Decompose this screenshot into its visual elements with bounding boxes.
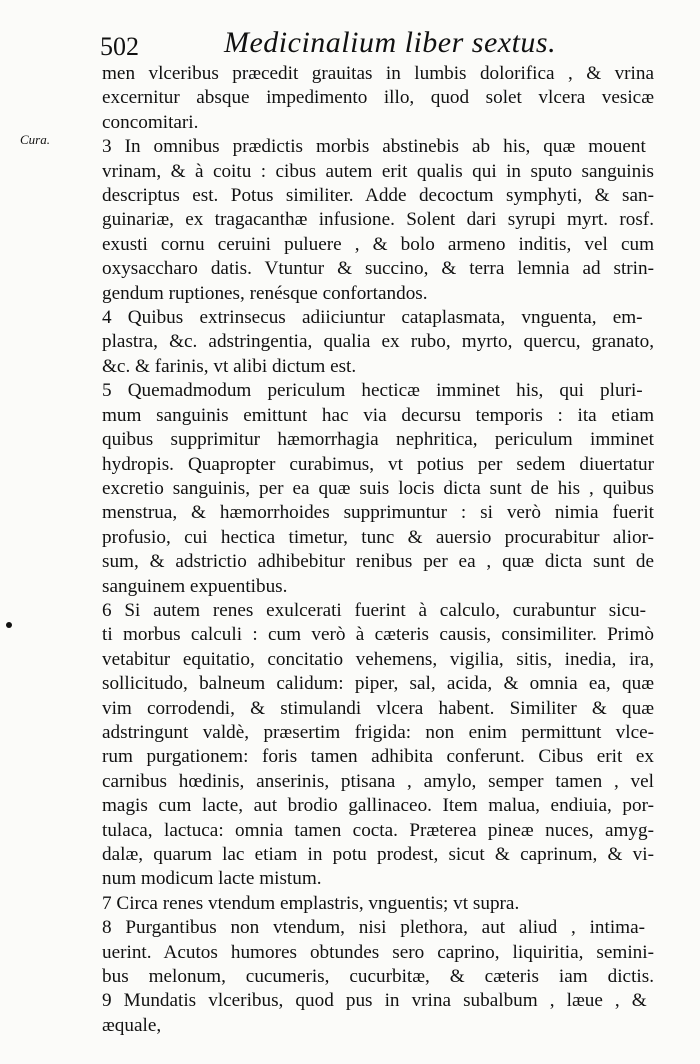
text-line: 4 Quibus extrinsecus adiiciuntur cataplasmata, vnguenta, em- (102, 307, 643, 329)
text-line: quibus supprimitur hæmorrhagia nephritica, periculum imminet (102, 429, 654, 451)
text-line: menstrua, & hæmorrhoides supprimuntur : si verò nimia fuerit (102, 502, 654, 524)
text-line: vim corrodendi, & stimulandi vlcera habent. Similiter & quæ (102, 697, 654, 719)
text-line: sum, & adstrictio adhibebitur renibus per ea , quæ dicta sunt de (102, 551, 654, 573)
text-line: magis cum lacte, aut brodio gallinaceo. Item malua, endiuia, por- (102, 795, 654, 817)
text-line: excernitur absque impedimento illo, quod solet vlcera vesicæ (102, 87, 654, 109)
page-number: 502 (100, 32, 139, 61)
text-line: descriptus est. Potus similiter. Adde decoctum symphyti, & san- (102, 185, 654, 207)
text-line: vrinam, & à coitu : cibus autem erit qualis qui in sputo sanguinis (102, 160, 654, 182)
body-text (102, 62, 654, 1038)
text-line: 5 Quemadmodum periculum hecticæ imminet his, qui pluri- (102, 380, 643, 402)
text-line: exusti cornu ceruini puluere , & bolo armeno inditis, vel cum (102, 233, 654, 255)
text-line: excretio sanguinis, per ea quæ suis locis dicta sunt de his , quibus (102, 477, 654, 499)
text-line: gendum ruptiones, renésque confortandos. (102, 282, 428, 304)
margin-note-cura: Cura. (20, 132, 50, 147)
running-title: Medicinalium liber sextus. (224, 26, 557, 59)
text-line: sanguinem expuentibus. (102, 575, 288, 597)
text-line: ti morbus calculi : cum verò à cæteris causis, consimiliter. Primò (102, 624, 654, 646)
text-line: bus melonum, cucumeris, cucurbitæ, & cæteris iam dictis. (102, 966, 654, 988)
text-line: carnibus hœdinis, anserinis, ptisana , amylo, semper tamen , vel (102, 770, 654, 792)
text-line: hydropis. Quapropter curabimus, vt potius per sedem diuertatur (102, 453, 654, 475)
text-line: profusio, cui hectica timetur, tunc & auersio procurabitur alior- (102, 526, 654, 548)
page-header (100, 18, 660, 68)
text-line: tulaca, lactuca: omnia tamen cocta. Præterea pineæ nuces, amyg- (102, 819, 654, 841)
text-line: mum sanguinis emittunt hac via decursu temporis : ita etiam (102, 404, 654, 426)
text-line: rum purgationem: foris tamen adhibita conferunt. Cibus erit ex (102, 746, 654, 768)
text-line: vetabitur equitatio, concitatio vehemens, vigilia, sitis, inedia, ira, (102, 648, 654, 670)
text-line: 8 Purgantibus non vtendum, nisi plethora, aut aliud , intima- (102, 917, 646, 939)
text-line: sollicitudo, balneum calidum: piper, sal, acida, & omnia ea, quæ (102, 673, 654, 695)
text-line: oxysaccharo datis. Vtuntur & succino, & terra lemnia ad strin- (102, 258, 654, 280)
text-line: num modicum lacte mistum. (102, 868, 322, 890)
text-line: æquale, (102, 1014, 162, 1036)
text-line: men vlceribus præcedit grauitas in lumbis dolorifica , & vrina (102, 63, 654, 84)
text-line: 7 Circa renes vtendum emplastris, vnguentis; vt supra. (102, 892, 520, 914)
text-line: dalæ, quarum lac etiam in potu prodest, sicut & caprinum, & vi- (102, 844, 654, 865)
text-line: &c. & farinis, vt alibi dictum est. (102, 355, 357, 377)
text-line: 6 Si autem renes exulcerati fuerint à calculo, curabuntur sicu- (102, 599, 646, 621)
text-line: plastra, &c. adstringentia, qualia ex rubo, myrto, quercu, granato, (102, 331, 654, 353)
text-line: adstringunt valdè, præsertim frigida: non enim permittunt vlce- (102, 721, 654, 743)
text-line: guinariæ, ex tragacanthæ infusione. Solent dari syrupi myrt. rosf. (102, 209, 654, 231)
text-line: 9 Mundatis vlceribus, quod pus in vrina subalbum , læue , & (102, 990, 647, 1012)
margin-mark (6, 622, 12, 628)
text-line: concomitari. (102, 111, 199, 133)
text-line: uerint. Acutos humores obtundes sero caprino, liquiritia, semini- (102, 941, 654, 963)
text-line: 3 In omnibus prædictis morbis abstinebis ab his, quæ mouent (102, 136, 646, 158)
